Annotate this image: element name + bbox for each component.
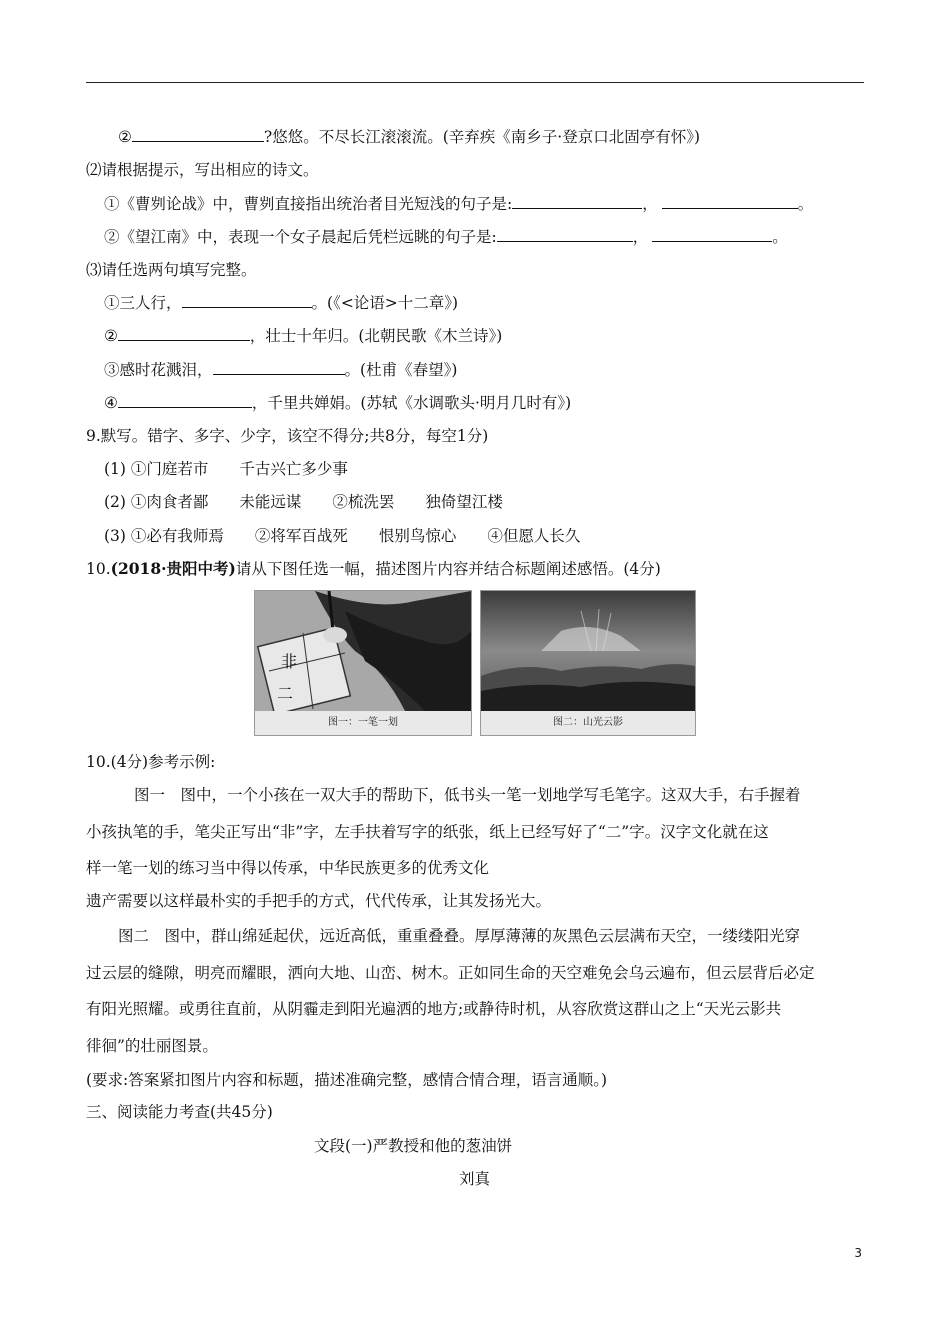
q10-prompt: 10.(2018·贵阳中考)请从下图任选一幅，描述图片内容并结合标题阐述感悟。(4分) <box>86 559 661 578</box>
q10-paragraph1-line2: 小孩执笔的手，笔尖正写出“非”字，左手扶着写字的纸张，纸上已经写好了“二”字。汉字文化就在这 <box>86 823 769 841</box>
q9-answer-3: (3) ①必有我师焉 ②将军百战死 恨别鸟惊心 ④但愿人长久 <box>104 527 581 545</box>
answer-blank[interactable] <box>132 127 264 142</box>
answer-blank[interactable] <box>118 326 250 341</box>
q8-1-item2: ② ?悠悠。不尽长江滚滚流。(辛弃疾《南乡子·登京口北固亭有怀》) <box>118 128 700 146</box>
q10-paragraph2-line1: 图二 图中，群山绵延起伏，远近高低，重重叠叠。厚厚薄薄的灰黑色云层满布天空，一缕缕阳光穿 <box>118 927 801 945</box>
image1-caption: 图一：一笔一划 <box>255 711 471 735</box>
passage-author: 刘真 <box>459 1170 491 1188</box>
q10-paragraph2-line3: 有阳光照耀。或勇往直前，从阴霾走到阳光遍洒的地方;或静待时机，从容欣赏这群山之上“天光云影共 <box>86 1000 782 1018</box>
q9-heading: 9.默写。错字、多字、少字，该空不得分;共8分，每空1分) <box>86 427 489 445</box>
mountain-cloud-illustration <box>481 591 695 711</box>
q8-2-item1: ①《曹刿论战》中，曹刿直接指出统治者目光短浅的句子是: ， 。 <box>104 195 814 213</box>
passage-title: 文段(一)严教授和他的葱油饼 <box>314 1137 513 1155</box>
q8-2-heading: ⑵请根据提示，写出相应的诗文。 <box>86 161 319 179</box>
q8-3-item1: ①三人行， 。(《<论语>十二章》) <box>104 294 459 312</box>
q10-paragraph2-line4: 徘徊”的壮丽图景。 <box>86 1037 218 1055</box>
svg-text:二: 二 <box>277 684 294 703</box>
q8-2-item2: ②《望江南》中，表现一个女子晨起后凭栏远眺的句子是: ， 。 <box>104 228 788 246</box>
q10-paragraph2-line2: 过云层的缝隙，明亮而耀眼，洒向大地、山峦、树木。正如同生命的天空难免会乌云遍布，但云层背后必定 <box>86 964 815 982</box>
q10-paragraph1-line3: 样一笔一划的练习当中得以传承，中华民族更多的优秀文化 <box>86 859 490 877</box>
answer-blank[interactable] <box>118 393 252 408</box>
q8-3-item2: ② ，壮士十年归。(北朝民歌《木兰诗》) <box>104 327 503 345</box>
page-number: 3 <box>854 1246 862 1260</box>
answer-blank[interactable] <box>512 194 642 209</box>
answer-blank[interactable] <box>182 293 312 308</box>
q10-answer-header: 10.(4分)参考示例: <box>86 753 216 771</box>
svg-text:非: 非 <box>281 652 298 671</box>
q9-answer-2: (2) ①肉食者鄙 未能远谋 ②梳洗罢 独倚望江楼 <box>104 493 503 511</box>
q8-3-item4: ④ ，千里共婵娟。(苏轼《水调歌头·明月几时有》) <box>104 394 572 412</box>
answer-blank[interactable] <box>662 194 798 209</box>
q8-3-heading: ⑶请任选两句填写完整。 <box>86 261 257 279</box>
answer-blank[interactable] <box>652 227 772 242</box>
q10-paragraph1-line1: 图一 图中，一个小孩在一双大手的帮助下，低书头一笔一划地学写毛笔字。这双大手，右手握着 <box>134 786 801 804</box>
q10-paragraph1-line4: 遗产需要以这样最朴实的手把手的方式，代代传承，让其发扬光大。 <box>86 892 552 910</box>
mountain-photo <box>480 590 696 736</box>
header-rule <box>86 82 864 83</box>
section3-heading: 三、阅读能力考查(共45分) <box>86 1103 273 1121</box>
q10-requirement: (要求:答案紧扣图片内容和标题，描述准确完整，感情合情合理，语言通顺。) <box>86 1071 608 1089</box>
calligraphy-illustration <box>255 591 471 711</box>
answer-blank[interactable] <box>497 227 633 242</box>
q8-3-item3: ③感时花溅泪， 。(杜甫《春望》) <box>104 361 458 379</box>
image2-caption: 图二：山光云影 <box>481 711 695 735</box>
calligraphy-photo <box>254 590 472 736</box>
answer-blank[interactable] <box>213 360 345 375</box>
q9-answer-1: (1) ①门庭若市 千古兴亡多少事 <box>104 460 348 478</box>
